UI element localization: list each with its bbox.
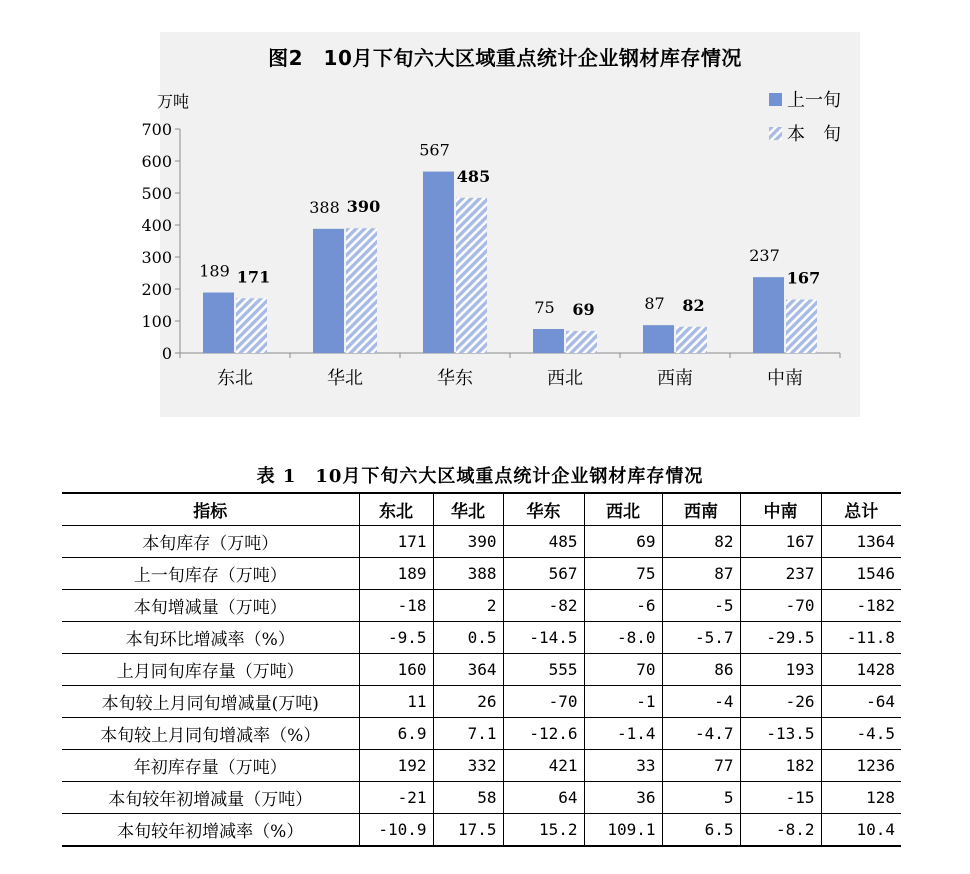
data-label: 87 [644, 294, 665, 314]
table-cell: 70 [584, 654, 662, 686]
table-row [62, 750, 901, 782]
table-cell: 64 [503, 782, 584, 814]
table-cell: -18 [359, 590, 433, 622]
table-cell: -8.2 [740, 814, 821, 847]
data-label: 82 [682, 295, 705, 315]
row-label: 本旬环比增减率（%） [62, 622, 359, 654]
table-cell: -13.5 [740, 718, 821, 750]
row-label: 本旬较年初增减量（万吨） [62, 782, 359, 814]
table-cell: -5 [662, 590, 740, 622]
x-tick-label: 华北 [327, 368, 363, 389]
legend-label: 本 旬 [787, 124, 841, 145]
y-tick-label: 300 [141, 248, 172, 267]
bar-current [236, 298, 267, 353]
table-cell: -4 [662, 686, 740, 718]
table-cell: -64 [821, 686, 901, 718]
bar-previous [533, 329, 564, 353]
data-label: 75 [534, 298, 555, 317]
table-cell: -70 [503, 686, 584, 718]
table-cell: 7.1 [433, 718, 503, 750]
table-cell: 421 [503, 750, 584, 782]
table-row [62, 558, 901, 590]
table-row [62, 526, 901, 558]
row-label: 年初库存量（万吨） [62, 750, 359, 782]
table-cell: 15.2 [503, 814, 584, 847]
data-label: 485 [456, 166, 491, 186]
table-cell: 11 [359, 686, 433, 718]
y-tick-label: 700 [141, 120, 172, 139]
data-label: 237 [749, 246, 780, 266]
table-cell: -12.6 [503, 718, 584, 750]
bar-previous [753, 277, 784, 353]
bar-previous [643, 325, 674, 353]
table-cell: -1 [584, 686, 662, 718]
column-header: 西南 [662, 493, 740, 526]
table-cell: 0.5 [433, 622, 503, 654]
table-row [62, 718, 901, 750]
y-tick-label: 500 [141, 184, 172, 203]
bar-previous [313, 229, 344, 353]
table-cell: 237 [740, 558, 821, 590]
table-cell: -4.5 [821, 718, 901, 750]
x-tick-label: 东北 [217, 368, 253, 389]
table-cell: -182 [821, 590, 901, 622]
bar-current [456, 198, 487, 353]
legend [769, 90, 841, 145]
table-cell: -4.7 [662, 718, 740, 750]
table-row [62, 654, 901, 686]
table-cell: -15 [740, 782, 821, 814]
table-title: 表 1 10月下旬六大区域重点统计企业钢材库存情况 [256, 466, 704, 487]
table-cell: 485 [503, 526, 584, 558]
table-cell: -6 [584, 590, 662, 622]
y-tick-label: 600 [141, 152, 172, 171]
table-header-row [62, 493, 901, 526]
column-header: 指标 [62, 493, 359, 526]
data-label: 171 [236, 267, 271, 287]
table-cell: -21 [359, 782, 433, 814]
x-tick-label: 华东 [437, 368, 473, 389]
table-cell: -5.7 [662, 622, 740, 654]
data-label: 69 [572, 299, 595, 319]
table-cell: 160 [359, 654, 433, 686]
data-label: 189 [199, 261, 230, 281]
table-cell: 1428 [821, 654, 901, 686]
column-header: 中南 [740, 493, 821, 526]
y-tick-label: 200 [141, 280, 172, 299]
table-cell: -10.9 [359, 814, 433, 847]
inventory-table [62, 492, 901, 847]
table-row [62, 814, 901, 847]
column-header: 西北 [584, 493, 662, 526]
table-cell: 82 [662, 526, 740, 558]
row-label: 本旬较上月同旬增减率（%） [62, 718, 359, 750]
table-row [62, 686, 901, 718]
data-label: 390 [346, 197, 381, 217]
x-tick-label: 西南 [657, 368, 693, 389]
table-cell: -26 [740, 686, 821, 718]
table-cell: 192 [359, 750, 433, 782]
data-label: 167 [786, 268, 821, 288]
row-label: 本旬库存（万吨） [62, 526, 359, 558]
table-cell: 36 [584, 782, 662, 814]
y-tick-label: 100 [141, 312, 172, 331]
table-cell: 332 [433, 750, 503, 782]
table-cell: 189 [359, 558, 433, 590]
table-row [62, 622, 901, 654]
table-cell: 17.5 [433, 814, 503, 847]
chart-panel [141, 32, 860, 417]
row-label: 本旬增减量（万吨） [62, 590, 359, 622]
column-header: 华东 [503, 493, 584, 526]
row-label: 本旬较上月同旬增减量(万吨) [62, 686, 359, 718]
table-cell: 5 [662, 782, 740, 814]
table-cell: 10.4 [821, 814, 901, 847]
table-cell: 6.5 [662, 814, 740, 847]
table-cell: 1546 [821, 558, 901, 590]
table-cell: 167 [740, 526, 821, 558]
table-row [62, 590, 901, 622]
table-cell: 77 [662, 750, 740, 782]
table-cell: 390 [433, 526, 503, 558]
data-label: 388 [309, 197, 340, 217]
legend-swatch [769, 93, 782, 106]
y-axis-unit: 万吨 [157, 92, 190, 111]
table-cell: -1.4 [584, 718, 662, 750]
column-header: 华北 [433, 493, 503, 526]
table-cell: -29.5 [740, 622, 821, 654]
table-cell: 1236 [821, 750, 901, 782]
table-cell: 33 [584, 750, 662, 782]
table-cell: 87 [662, 558, 740, 590]
bar-previous [203, 293, 234, 353]
table-cell: -11.8 [821, 622, 901, 654]
bar-current [676, 327, 707, 353]
y-tick-label: 400 [141, 216, 172, 235]
table-cell: 75 [584, 558, 662, 590]
table-cell: 364 [433, 654, 503, 686]
table-cell: 58 [433, 782, 503, 814]
table-cell: 2 [433, 590, 503, 622]
table-cell: -14.5 [503, 622, 584, 654]
bar-current [346, 228, 377, 353]
table-cell: 109.1 [584, 814, 662, 847]
table-cell: 6.9 [359, 718, 433, 750]
bar-current [566, 331, 597, 353]
table-cell: 555 [503, 654, 584, 686]
table-cell: 182 [740, 750, 821, 782]
column-header: 东北 [359, 493, 433, 526]
table-cell: 1364 [821, 526, 901, 558]
table-cell: 388 [433, 558, 503, 590]
table-cell: -70 [740, 590, 821, 622]
x-tick-label: 中南 [767, 368, 803, 389]
row-label: 上月同旬库存量（万吨） [62, 654, 359, 686]
y-tick-label: 0 [161, 344, 172, 363]
x-tick-label: 西北 [547, 368, 583, 389]
chart-title: 图2 10月下旬六大区域重点统计企业钢材库存情况 [268, 46, 742, 70]
table-cell: 86 [662, 654, 740, 686]
table-cell: -9.5 [359, 622, 433, 654]
table-cell: -8.0 [584, 622, 662, 654]
table-cell: 171 [359, 526, 433, 558]
data-label: 567 [419, 140, 450, 160]
row-label: 上一旬库存（万吨） [62, 558, 359, 590]
bar-current [786, 300, 817, 353]
table-cell: 26 [433, 686, 503, 718]
legend-swatch [769, 127, 782, 140]
legend-label: 上一旬 [787, 90, 841, 111]
column-header: 总计 [821, 493, 901, 526]
bar-previous [423, 172, 454, 353]
row-label: 本旬较年初增减率（%） [62, 814, 359, 847]
table-cell: 567 [503, 558, 584, 590]
table-cell: 69 [584, 526, 662, 558]
bar-chart [141, 32, 860, 417]
table-cell: -82 [503, 590, 584, 622]
table-cell: 193 [740, 654, 821, 686]
table-row [62, 782, 901, 814]
table-cell: 128 [821, 782, 901, 814]
